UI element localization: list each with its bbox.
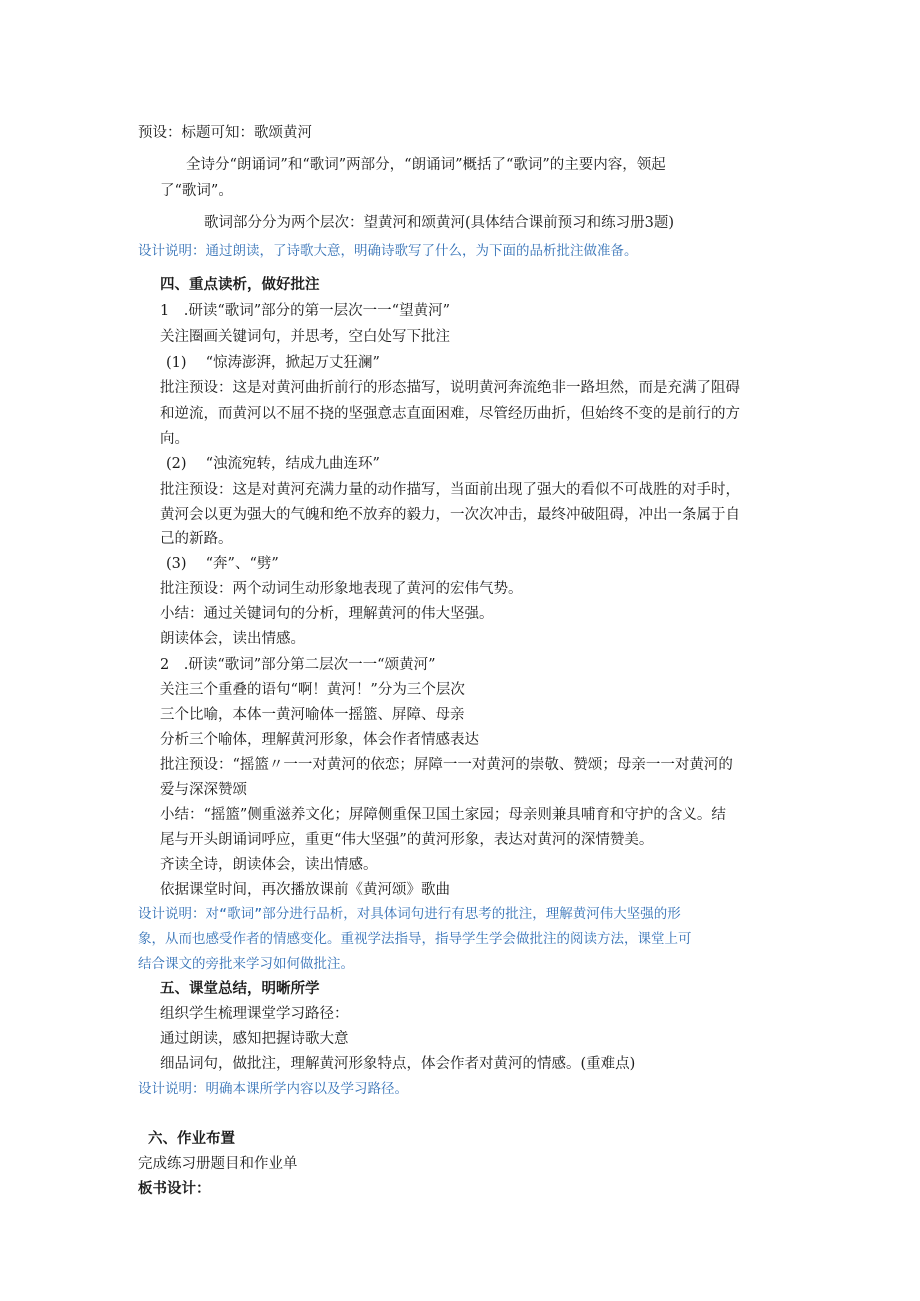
paragraph-line: 全诗分“朗诵词”和“歌词”两部分，“朗诵词”概括了“歌词”的主要内容，领起 (186, 157, 666, 173)
paragraph-line: 尾与开头朗诵词呼应，重更“伟大坚强”的黄河形象，表达对黄河的深情赞美。 (160, 832, 654, 848)
paragraph-line: 通过朗读，感知把握诗歌大意 (160, 1031, 349, 1047)
paragraph-line: 关注圈画关键词句，并思考，空白处写下批注 (160, 329, 450, 345)
design-note: 结合课文的旁批来学习如何做批注。 (138, 956, 354, 972)
preset-line: 预设：标题可知：歌颂黄河 (138, 125, 312, 141)
paragraph-line: 批注预设：这是对黄河曲折前行的形态描写，说明黄河奔流绝非一路坦然，而是充满了阻碍 (160, 380, 740, 396)
paragraph-line: 向。 (160, 431, 189, 447)
paragraph-line: 三个比喻，本体一黄河喻体一摇篮、屏障、母亲 (160, 707, 465, 723)
design-note: 设计说明：明确本课所学内容以及学习路径。 (138, 1081, 408, 1097)
paragraph-line: 小结：“摇篮”侧重滋养文化；屏障侧重保卫国土家园；母亲则兼具哺育和守护的含义。结 (160, 807, 726, 823)
paragraph-line: 了“歌词”。 (160, 183, 233, 199)
paragraph-line: 批注预设：这是对黄河充满力量的动作描写，当面前出现了强大的看似不可战胜的对手时， (160, 482, 740, 498)
design-note: 象，从而也感受作者的情感变化。重视学法指导，指导学生学会做批注的阅读方法，课堂上可 (138, 931, 692, 947)
section-heading-6: 六、作业布置 (148, 1130, 235, 1147)
paragraph-line: 齐读全诗，朗读体会，读出情感。 (160, 857, 378, 873)
design-note: 设计说明：对“歌词”部分进行品析，对具体词句进行有思考的批注，理解黄河伟大坚强的形 (138, 906, 681, 922)
section-heading-5: 五、课堂总结，明晰所学 (160, 980, 320, 997)
paragraph-line: 关注三个重叠的语句“啊！黄河！”分为三个层次 (160, 682, 465, 698)
quote-item: (1) “惊涛澎湃，掀起万丈狂澜” (166, 355, 380, 371)
quote-item: (3) “奔”、“劈” (166, 556, 279, 572)
section-heading-4: 四、重点读析，做好批注 (160, 276, 320, 293)
board-design-heading: 板书设计： (138, 1180, 211, 1197)
design-note: 设计说明：通过朗读，了诗歌大意，明确诗歌写了什么，为下面的品析批注做准备。 (138, 243, 638, 259)
paragraph-line: 批注预设：两个动词生动形象地表现了黄河的宏伟气势。 (160, 581, 523, 597)
paragraph-line: 黄河会以更为强大的气魄和绝不放弃的毅力，一次次冲击，最终冲破阻碍，冲出一条属于自 (160, 507, 740, 523)
paragraph-line: 歌词部分分为两个层次：望黄河和颂黄河(具体结合课前预习和练习册3题) (204, 215, 675, 231)
quote-item: (2) “浊流宛转，结成九曲连环” (166, 456, 380, 472)
subsection-heading: 2 .研读“歌词”部分第二层次一一“颂黄河” (160, 657, 436, 673)
paragraph-line: 和逆流，而黄河以不屈不挠的坚强意志直面困难，尽管经历曲折，但始终不变的是前行的方 (160, 406, 740, 422)
paragraph-line: 己的新路。 (160, 531, 233, 547)
paragraph-line: 组织学生梳理课堂学习路径： (160, 1006, 349, 1022)
paragraph-line: 分析三个喻体，理解黄河形象，体会作者情感表达 (160, 732, 479, 748)
paragraph-line: 依据课堂时间，再次播放课前《黄河颂》歌曲 (160, 882, 450, 898)
paragraph-line: 完成练习册题目和作业单 (138, 1156, 298, 1172)
paragraph-line: 细品词句，做批注，理解黄河形象特点，体会作者对黄河的情感。(重难点) (160, 1056, 636, 1072)
paragraph-line: 批注预设：“摇篮〃一一对黄河的依恋；屏障一一对黄河的崇敬、赞颂；母亲一一对黄河的 (160, 757, 733, 773)
paragraph-line: 朗读体会，读出情感。 (160, 631, 305, 647)
paragraph-line: 爱与深深赞颂 (160, 782, 247, 798)
subsection-heading: 1 .研读“歌词”部分的第一层次一一“望黄河” (160, 303, 450, 319)
paragraph-line: 小结：通过关键词句的分析，理解黄河的伟大坚强。 (160, 606, 494, 622)
